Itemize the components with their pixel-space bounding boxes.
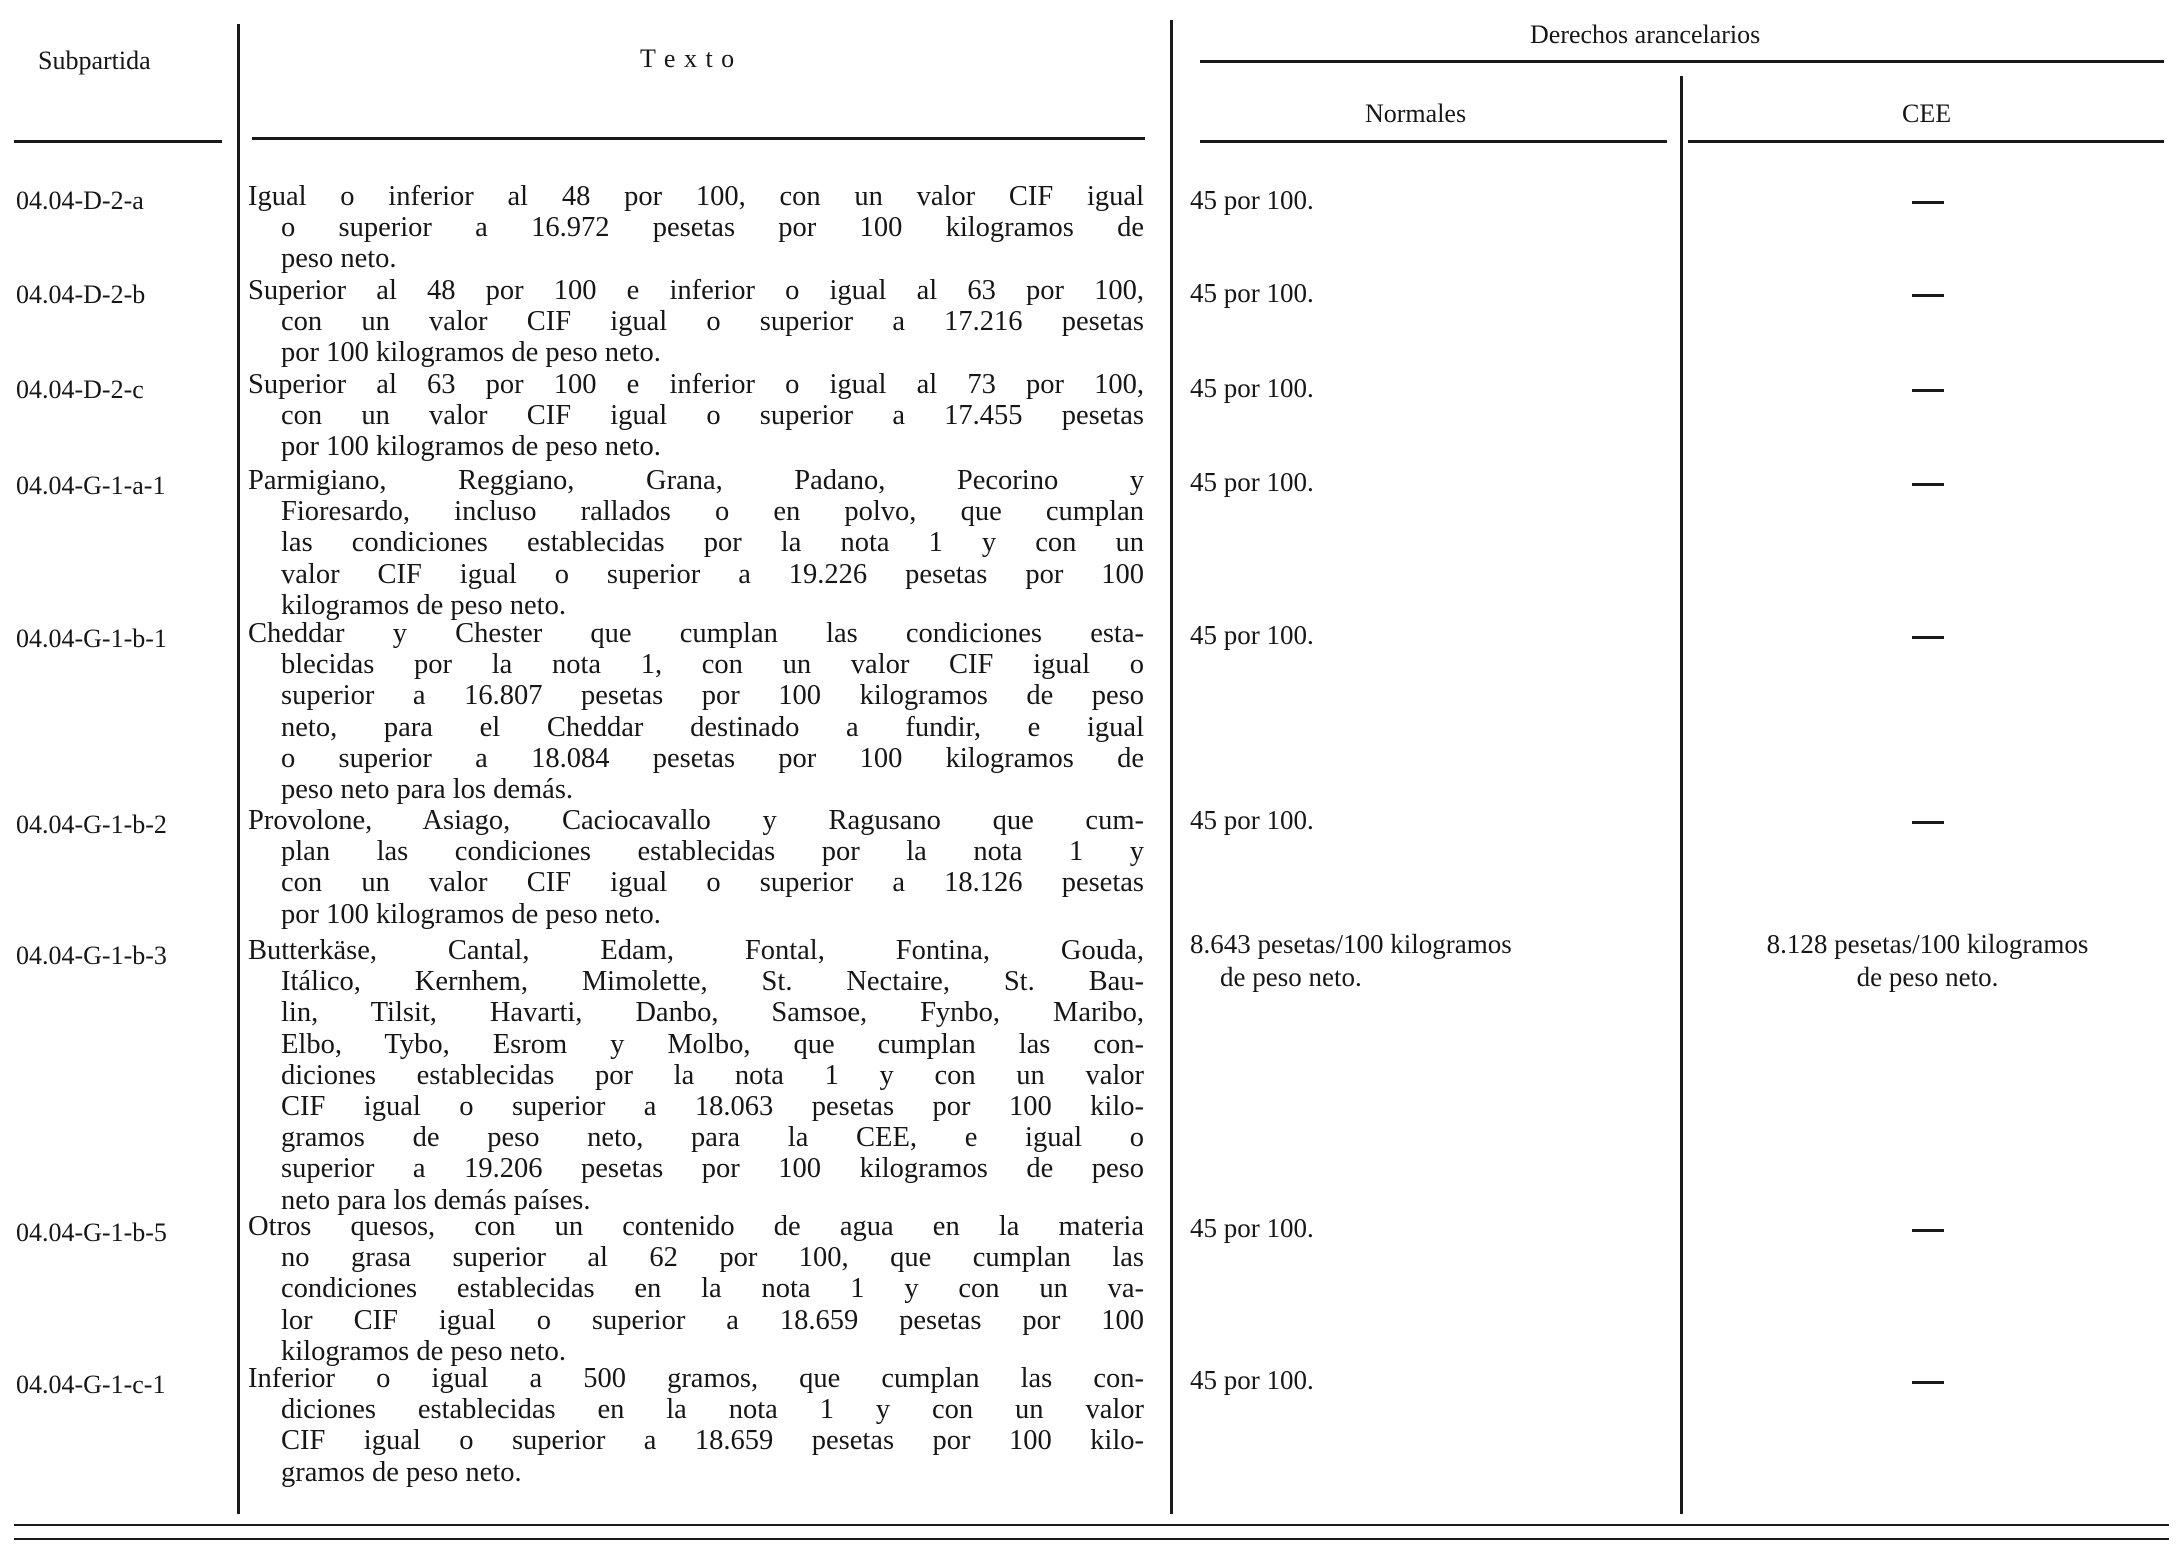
header-texto: T e x t o [640,44,736,73]
subpartida-code: 04.04-G-1-b-3 [16,941,167,970]
row-text [248,805,1144,930]
cee-value [1690,184,2165,217]
cee-value [1690,372,2165,405]
text-line: superior a 16.807 pesetas por 100 kilogramos de peso [281,680,1144,712]
text-line: CIF igual o superior a 18.659 pesetas por 100 kilo- [281,1425,1144,1457]
normales-value: 45 por 100. [1190,467,1314,497]
dash-icon [1912,636,1944,639]
text-line: Cheddar y Chester que cumplan las condiciones esta- [248,618,1144,649]
text-line: gramos de peso neto. [281,1456,522,1488]
row-text [248,1211,1144,1367]
header-rule-derechos [1200,60,2164,63]
text-line: Igual o inferior al 48 por 100, con un valor CIF igual [248,181,1144,212]
text-line: con un valor CIF igual o superior a 17.455 pesetas [281,400,1144,432]
dash-icon [1912,389,1944,392]
cee-value [1690,1364,2165,1397]
text-line: por 100 kilogramos de peso neto. [281,431,661,463]
header-derechos: Derechos arancelarios [1530,20,1761,49]
dash-icon [1912,1229,1944,1232]
text-line: gramos de peso neto, para la CEE, e igual o [281,1122,1144,1154]
header-rule-cee [1688,140,2164,143]
row-text [248,275,1144,369]
text-line: Superior al 63 por 100 e inferior o igual al 73 por 100, [248,369,1144,400]
text-line: superior a 19.206 pesetas por 100 kilogramos de peso [281,1153,1144,1185]
normales-value: 45 por 100. [1190,1365,1314,1395]
text-line: por 100 kilogramos de peso neto. [281,337,661,369]
column-separator-3 [1680,76,1683,1514]
dash-icon [1912,294,1944,297]
row-text [248,618,1144,805]
text-line: no grasa superior al 62 por 100, que cumplan las [281,1242,1144,1274]
text-line: Provolone, Asiago, Caciocavallo y Ragusano que cum- [248,805,1144,836]
text-line: neto, para el Cheddar destinado a fundir, e igual [281,711,1144,743]
text-line: plan las condiciones establecidas por la nota 1 y [281,836,1144,868]
text-line: Parmigiano, Reggiano, Grana, Padano, Pecorino y [248,465,1144,496]
header-cee: CEE [1902,99,1952,128]
normales-value: 45 por 100. [1190,620,1314,650]
cee-line: de peso neto. [1856,962,1999,992]
text-line: kilogramos de peso neto. [281,589,566,621]
header-rule-texto [252,137,1145,140]
cee-value [1690,466,2165,499]
cee-value [1690,928,2165,994]
column-separator-2 [1170,20,1173,1514]
text-line: lin, Tilsit, Havarti, Danbo, Samsoe, Fynbo, Maribo, [281,997,1144,1029]
header-subpartida: Subpartida [38,46,151,75]
column-separator-1 [237,24,240,1514]
header-rule-normales [1200,140,1667,143]
subpartida-code: 04.04-D-2-a [16,186,144,215]
normales-value: 45 por 100. [1190,1213,1314,1243]
text-line: Inferior o igual a 500 gramos, que cumplan las con- [248,1363,1144,1394]
bottom-rule-1 [14,1524,2169,1526]
normales-line: 8.643 pesetas/100 kilogramos [1190,929,1512,959]
text-line: diciones establecidas en la nota 1 y con un valor [281,1394,1144,1426]
subpartida-code: 04.04-G-1-b-5 [16,1218,167,1247]
text-line: Superior al 48 por 100 e inferior o igual al 63 por 100, [248,275,1144,306]
row-text [248,465,1144,621]
text-line: o superior a 16.972 pesetas por 100 kilogramos de [281,212,1144,244]
text-line: las condiciones establecidas por la nota 1 y con un [281,527,1144,559]
subpartida-code: 04.04-D-2-c [16,375,144,404]
cee-line: 8.128 pesetas/100 kilogramos [1766,929,2089,959]
text-line: condiciones establecidas en la nota 1 y con un va- [281,1273,1144,1305]
cee-value [1690,804,2165,837]
text-line: valor CIF igual o superior a 19.226 pesetas por 100 [281,558,1144,590]
text-line: por 100 kilogramos de peso neto. [281,898,661,930]
cee-value [1690,619,2165,652]
subpartida-code: 04.04-G-1-b-1 [16,624,167,653]
text-line: peso neto. [281,243,397,275]
row-text [248,181,1144,275]
text-line: kilogramos de peso neto. [281,1335,566,1367]
dash-icon [1912,483,1944,486]
text-line: CIF igual o superior a 18.063 pesetas por 100 kilo- [281,1091,1144,1123]
cee-value [1690,277,2165,310]
text-line: con un valor CIF igual o superior a 18.126 pesetas [281,867,1144,899]
text-line: con un valor CIF igual o superior a 17.216 pesetas [281,306,1144,338]
row-text [248,935,1144,1216]
text-line: Otros quesos, con un contenido de agua en la materia [248,1211,1144,1242]
normales-line: de peso neto. [1220,962,1362,992]
cee-value [1690,1212,2165,1245]
text-line: o superior a 18.084 pesetas por 100 kilogramos de [281,742,1144,774]
normales-value: 45 por 100. [1190,278,1314,308]
text-line: peso neto para los demás. [281,774,574,806]
dash-icon [1912,1381,1944,1384]
normales-value: 45 por 100. [1190,805,1314,835]
header-rule-subpartida [14,140,222,143]
text-line: Elbo, Tybo, Esrom y Molbo, que cumplan las con- [281,1028,1144,1060]
normales-value [1190,928,1665,994]
subpartida-code: 04.04-G-1-c-1 [16,1370,166,1399]
normales-value: 45 por 100. [1190,373,1314,403]
row-text [248,369,1144,463]
text-line: diciones establecidas por la nota 1 y con un valor [281,1059,1144,1091]
text-line: Itálico, Kernhem, Mimolette, St. Nectaire, St. Bau- [281,966,1144,998]
normales-value: 45 por 100. [1190,185,1314,215]
header-normales: Normales [1365,99,1467,128]
subpartida-code: 04.04-D-2-b [16,280,146,309]
subpartida-code: 04.04-G-1-a-1 [16,471,166,500]
text-line: blecidas por la nota 1, con un valor CIF igual o [281,649,1144,681]
dash-icon [1912,201,1944,204]
row-text [248,1363,1144,1488]
text-line: neto para los demás países. [281,1184,591,1216]
subpartida-code: 04.04-G-1-b-2 [16,810,167,839]
bottom-rule-2 [14,1538,2169,1540]
text-line: Fioresardo, incluso rallados o en polvo, que cumplan [281,496,1144,528]
dash-icon [1912,821,1944,824]
text-line: lor CIF igual o superior a 18.659 pesetas por 100 [281,1304,1144,1336]
text-line: Butterkäse, Cantal, Edam, Fontal, Fontina, Gouda, [248,935,1144,966]
